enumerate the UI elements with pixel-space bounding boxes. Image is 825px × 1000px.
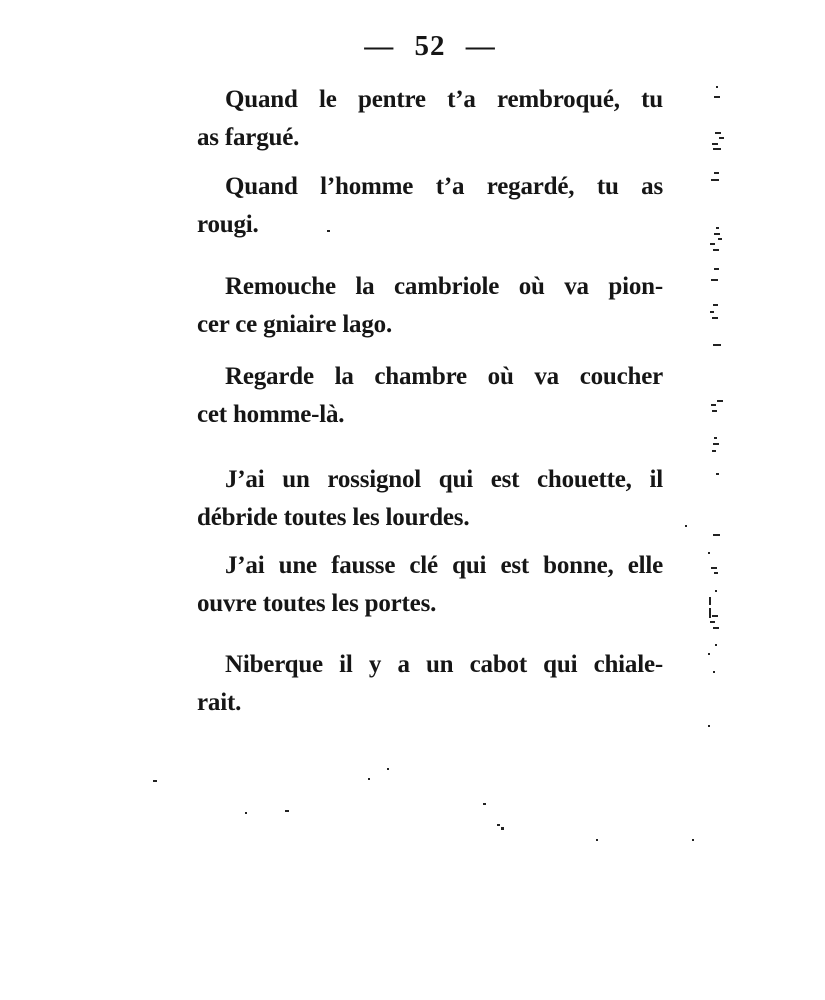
paragraph-translation-2 bbox=[197, 358, 663, 434]
text-line: J’ai une fausse clé qui est bonne, elle bbox=[225, 552, 663, 579]
ink-speck bbox=[153, 780, 157, 782]
ink-speck bbox=[712, 143, 718, 145]
ink-speck bbox=[713, 148, 721, 150]
ink-speck bbox=[712, 615, 718, 617]
ink-speck bbox=[713, 671, 715, 673]
ink-speck bbox=[711, 567, 717, 569]
ink-speck bbox=[285, 810, 289, 812]
ink-speck bbox=[596, 839, 598, 841]
ink-speck bbox=[714, 572, 718, 574]
ink-speck bbox=[715, 590, 717, 592]
ink-speck bbox=[713, 534, 720, 536]
text-line: rougi. bbox=[197, 211, 259, 238]
ink-speck bbox=[685, 525, 687, 527]
ink-speck bbox=[501, 827, 504, 830]
text-line: ouvre toutes les portes. bbox=[197, 590, 437, 617]
text-line: cet homme-là. bbox=[197, 401, 345, 428]
ink-speck bbox=[713, 627, 719, 629]
ink-speck bbox=[712, 450, 716, 452]
ink-speck bbox=[714, 233, 720, 235]
ink-speck bbox=[709, 597, 711, 605]
ink-speck bbox=[713, 344, 721, 346]
ink-speck bbox=[718, 238, 722, 240]
ink-speck bbox=[709, 608, 711, 618]
ink-speck bbox=[368, 778, 370, 780]
ink-speck bbox=[713, 443, 719, 445]
text-line: J’ai un rossignol qui est chouette, il bbox=[225, 466, 663, 493]
paragraph-argot-4 bbox=[197, 646, 663, 722]
ink-speck bbox=[713, 304, 718, 306]
ink-speck bbox=[711, 279, 718, 281]
ink-speck bbox=[715, 644, 717, 646]
ink-speck bbox=[714, 268, 719, 270]
ink-speck bbox=[497, 824, 500, 826]
page-number-header: — 52 — bbox=[364, 30, 496, 62]
text-line: Quand l’homme t’a regardé, tu as bbox=[225, 173, 663, 200]
ink-speck bbox=[716, 227, 719, 229]
ink-speck bbox=[715, 132, 721, 134]
ink-speck bbox=[708, 725, 710, 727]
ink-speck bbox=[719, 137, 724, 139]
ink-speck bbox=[714, 172, 719, 174]
ink-speck bbox=[712, 317, 718, 319]
ink-speck bbox=[710, 621, 715, 623]
paragraph-argot-3 bbox=[197, 461, 663, 537]
text-line: as fargué. bbox=[197, 124, 300, 151]
text-line: Quand le pentre t’a rembroqué, tu bbox=[225, 86, 663, 113]
paragraph-translation-1 bbox=[197, 168, 663, 244]
text-line: débride toutes les lourdes. bbox=[197, 504, 470, 531]
ink-speck bbox=[711, 404, 716, 406]
text-line: cer ce gniaire lago. bbox=[197, 311, 393, 338]
ink-speck bbox=[716, 86, 718, 88]
text-line: rait. bbox=[197, 689, 242, 716]
ink-speck bbox=[714, 96, 720, 98]
ink-speck bbox=[714, 437, 717, 439]
ink-speck bbox=[387, 768, 389, 770]
ink-speck bbox=[483, 803, 486, 805]
text-line: Regarde la chambre où va coucher bbox=[225, 363, 663, 390]
ink-speck bbox=[713, 249, 719, 251]
paragraph-argot-1 bbox=[197, 81, 663, 157]
ink-speck bbox=[708, 552, 710, 554]
ink-speck bbox=[712, 410, 717, 412]
ink-speck bbox=[710, 243, 715, 245]
ink-speck bbox=[708, 653, 710, 655]
ink-speck bbox=[245, 812, 247, 814]
paragraph-argot-2 bbox=[197, 268, 663, 344]
text-line: Niberque il y a un cabot qui chiale- bbox=[225, 651, 663, 678]
ink-speck bbox=[327, 230, 330, 232]
ink-speck bbox=[692, 839, 694, 841]
text-line: Remouche la cambriole où va pion- bbox=[225, 273, 663, 300]
ink-speck bbox=[717, 400, 723, 402]
ink-speck bbox=[716, 473, 719, 475]
paragraph-translation-3 bbox=[197, 547, 663, 623]
ink-speck bbox=[710, 311, 714, 313]
ink-speck bbox=[711, 179, 719, 181]
